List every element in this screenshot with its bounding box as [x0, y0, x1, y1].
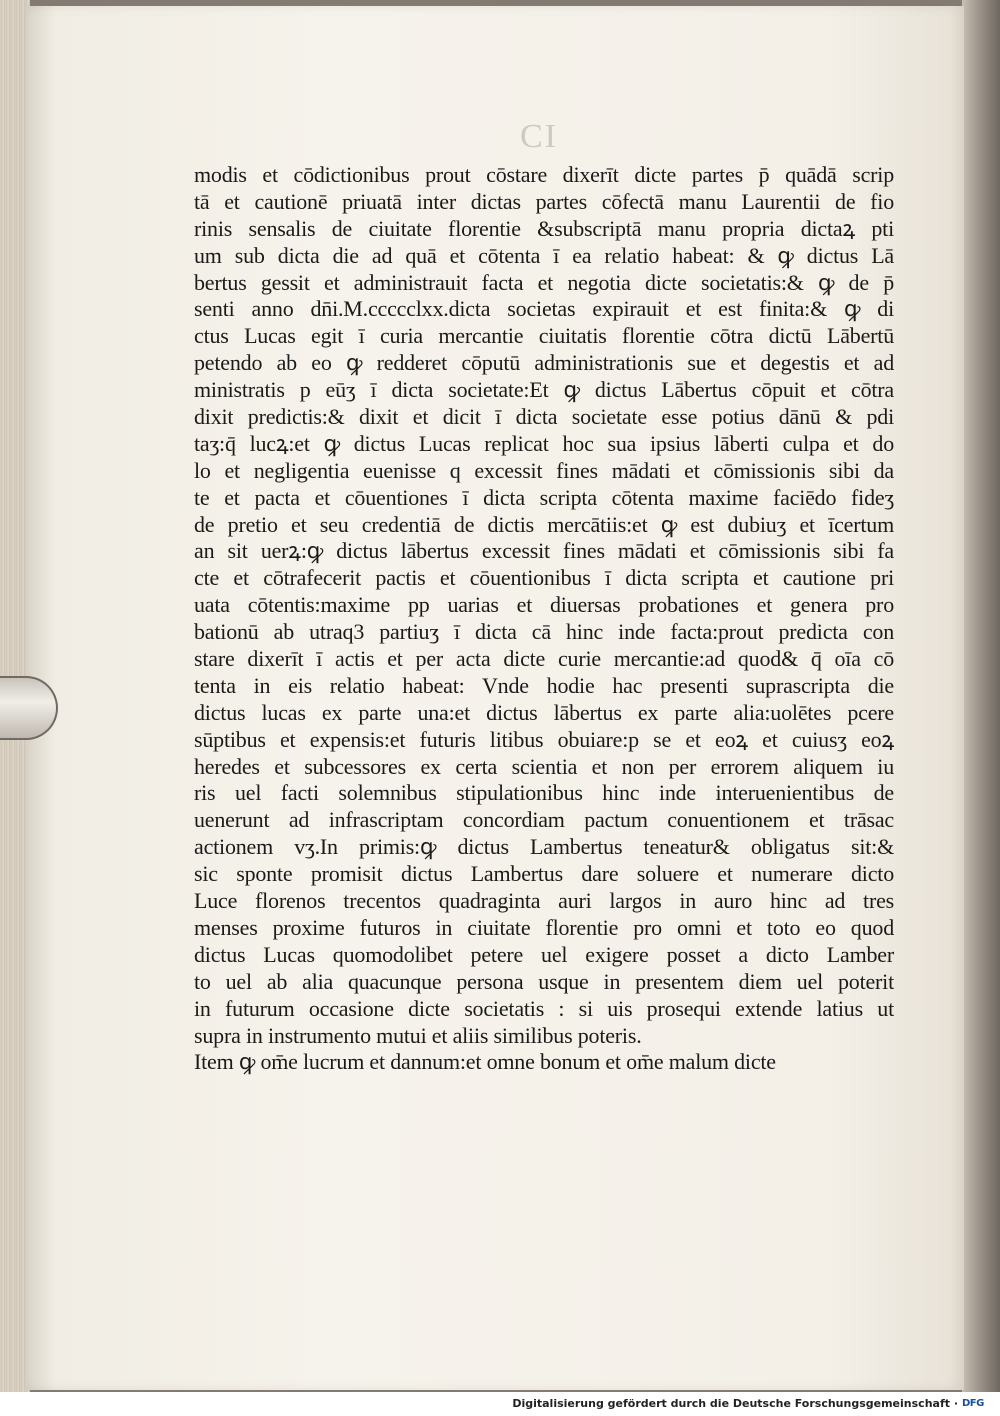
text-line: dictus lucas ex parte una:et dictus lābertus ex parte alia:uolētes pcere [194, 699, 894, 725]
text-line: uenerunt ad infrascriptam concordiam pactum conuentionem et trāsac [194, 807, 894, 833]
text-line: bertus gessit et administrauit facta et negotia dicte societatis:& ꝙ de p̄ [194, 269, 894, 295]
text-line: lo et negligentia euenisse q excessit fines mādati et cōmissionis sibi da [194, 457, 894, 483]
text-line: sic sponte promisit dictus Lambertus dare soluere et numerare dicto [194, 861, 894, 887]
text-line: to uel ab alia quacunque persona usque in presentem diem uel poterit [194, 968, 894, 994]
text-line: um sub dicta die ad quā et cōtenta ī ea relatio habeat: & ꝙ dictus Lā [194, 242, 894, 268]
text-line: tā et cautionē priuatā inter dictas partes cōfectā manu Laurentii de fio [194, 188, 894, 214]
text-line: bationū ab utraq3 partiuʒ ī dicta cā hinc inde facta:prout predicta con [194, 619, 894, 645]
text-line: ris uel facti solemnibus stipulationibus hinc inde interuenientibus de [194, 780, 894, 806]
text-line: de pretio et seu credentiā de dictis mercātiis:et ꝙ est dubiuʒ et īcertum [194, 511, 894, 537]
text-line: te et pacta et cōuentiones ī dicta scripta cōtenta maxime faciēdo fideʒ [194, 484, 894, 510]
text-line: Item ꝙ om̄e lucrum et dannum:et omne bonum et om̄e malum dicte [194, 1049, 776, 1075]
text-line: actionem vʒ.In primis:ꝙ dictus Lambertus teneatur& obligatus sit:& [194, 834, 894, 860]
text-line: menses proxime futuros in ciuitate florentie pro omni et toto eo quod [194, 914, 894, 940]
text-block [194, 162, 894, 1076]
text-line: Luce florenos trecentos quadraginta auri largos in auro hinc ad tres [194, 888, 894, 914]
text-line: supra in instrumento mutui et aliis similibus poteris. [194, 1022, 642, 1048]
text-line: dictus Lucas quomodolibet petere uel exigere posset a dicto Lamber [194, 941, 894, 967]
funding-credit: Digitalisierung gefördert durch die Deutsche Forschungsgemeinschaft · [512, 1397, 958, 1410]
text-line: taʒ:q̄ lucꝝ:et ꝙ dictus Lucas replicat hoc sua ipsius lāberti culpa et do [194, 430, 894, 456]
text-line: ministratis p eūʒ ī dicta societate:Et ꝙ dictus Lābertus cōpuit et cōtra [194, 377, 894, 403]
text-line: tenta in eis relatio habeat: Vnde hodie hac presenti suprascripta die [194, 672, 894, 698]
text-line: ctus Lucas egit ī curia mercantie ciuitatis florentie cōtra dictū Lābertū [194, 323, 894, 349]
text-line: modis et cōdictionibus prout cōstare dixerīt dicte partes p̄ quādā scrip [194, 162, 894, 187]
dfg-logo-icon: DFG [962, 1398, 984, 1409]
text-line: in futurum occasione dicte societatis : si uis prosequi extende latius ut [194, 995, 894, 1021]
text-line: petendo ab eo ꝙ redderet cōputū administrationis sue et degestis et ad [194, 350, 894, 376]
right-page-edges [962, 0, 1000, 1392]
text-line: heredes et subcessores ex certa scientia et non per errorem aliquem iu [194, 753, 894, 779]
text-line: uata cōtentis:maxime pp uarias et diuersas probationes et genera pro [194, 592, 894, 618]
text-line: an sit uerꝝ:ꝙ dictus lābertus excessit fines mādati et cōmissionis sibi fa [194, 538, 894, 564]
text-line: stare dixerīt ī actis et per acta dicte curie mercantie:ad quod& q̄ oīa cō [194, 646, 894, 672]
text-line: dixit predictis:& dixit et dicit ī dicta societate esse potius dānū & pdi [194, 404, 894, 430]
text-line: rinis sensalis de ciuitate florentie &subscriptā manu propria dictaꝝ pti [194, 215, 894, 241]
footer-bar [0, 1392, 1000, 1416]
text-line: cte et cōtrafecerit pactis et cōuentionibus ī dicta scripta et cautione pri [194, 565, 894, 591]
text-line: senti anno dn̄i.M.ccccclxx.dicta societas expirauit et est finita:& ꝙ di [194, 296, 894, 322]
folio-number: CI [520, 118, 558, 155]
text-line: sūptibus et expensis:et futuris litibus obuiare:p se et eoꝝ et cuiusʒ eoꝝ [194, 726, 894, 752]
